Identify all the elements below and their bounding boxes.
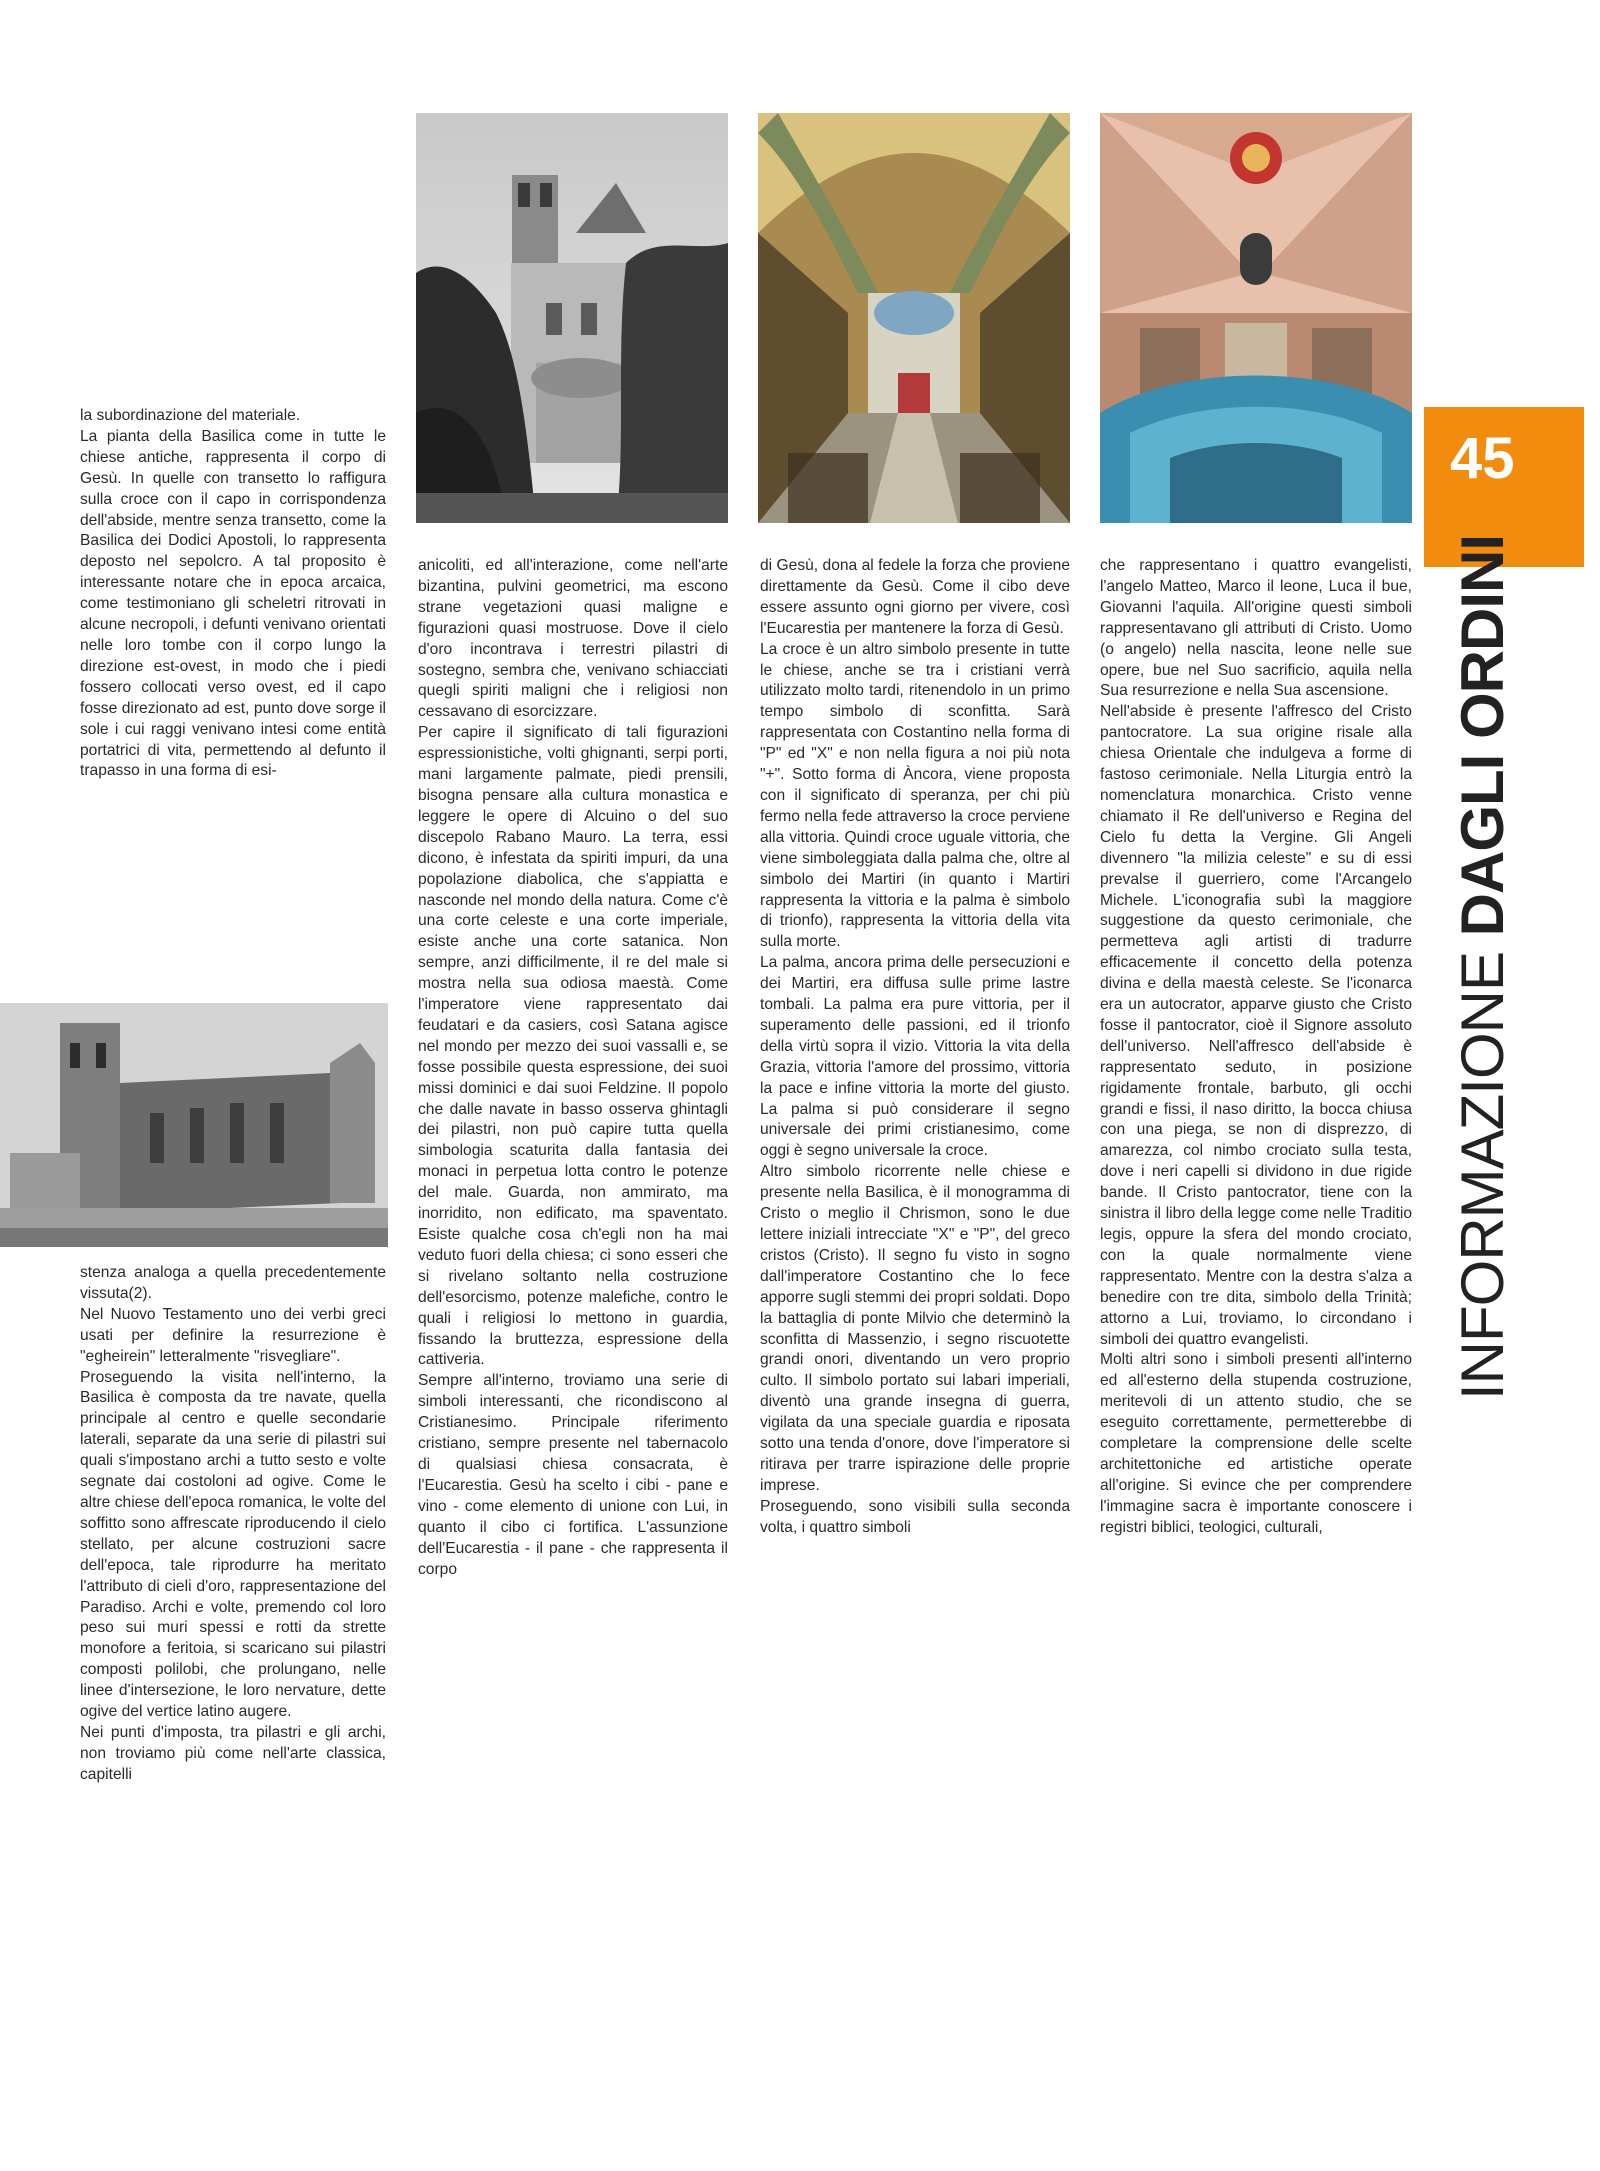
church-exterior-tower-photo <box>416 113 728 523</box>
paragraph: Per capire il significato di tali figurazioni espressionistiche, volti ghignanti, serpi porti, mani largamente palmate, piedi prensili, bisogna pensare alla cultura monastica e leggere le opere di Alcuino o del suo discepolo Rabano Mauro. La terra, essi dicono, è infestata da spiriti impuri, da una popolazione diabolica, che s'appiatta e nasconde nel mondo della natura. Come c'è una corte celeste e una corte imperiale, esiste anche una corte satanica. Non sempre, anzi difficilmente, il re del male si mostra nella sua odiosa maestà. Come l'imperatore viene rappresentato dai feudatari e da casiers, così Satana agisce nel mondo per mezzo dei suoi vassalli e, se fosse possibile questa espressione, dei suoi missi dominici e dai suoi Feldzine. Il popolo che dalle navate in basso osserva ghintagli dei pilastri, non può capire tutta quella simbologia scaturita dalla fantasia dei monaci in perpetua lotta contro le potenze del male. Guarda, non ammirato, ma inorridito, non edificato, ma spaventato. Esiste qualche cosa ch'egli non ha mai veduto fuori della chiesa; ci sono esseri che si rivelano soltanto nella costruzione dell'esorcismo, potenze malefiche, contro le quali i religiosi lo mettono in guardia, fissando la bruttezza, espressione della cattiveria. <box>418 724 728 1369</box>
paragraph: Nel Nuovo Testamento uno dei verbi greci usati per definire la resurrezione è "egheirein" letteralmente "risvegliare". <box>80 1305 386 1365</box>
paragraph: di Gesù, dona al fedele la forza che proviene direttamente da Gesù. Come il cibo deve essere assunto ogni giorno per vivere, così l'Eucarestia per mantenere la forza di Gesù. <box>760 557 1070 637</box>
paragraph: Nei punti d'imposta, tra pilastri e gli archi, non troviamo più come nell'arte classica, capitelli <box>80 1723 386 1783</box>
paragraph: La pianta della Basilica come in tutte le chiese antiche, rappresenta il corpo di Gesù. In quelle con transetto lo raffigura sulla croce con il capo in corrispondenza dell'abside, mentre senza transetto, come la Basilica dei Dodici Apostoli, lo rappresenta deposto nel sepolcro. A tal proposito è interessante notare che in epoca arcaica, come testimoniano gli scheletri ritrovati in alcune necropoli, i defunti venivano orientati nelle loro tombe con il corpo lungo la direzione est-ovest, in modo che i piedi fossero collocati verso ovest, ed il capo fosse direzionato ad est, punto dove sorge il sole i cui raggi venivano intesi come entità portatrici di vita, permettendo al defunto il trapasso in una forma di esi- <box>80 427 386 780</box>
paragraph: Molti altri sono i simboli presenti all'interno ed all'esterno della stupenda costruzione, meritevoli di un attento studio, che se eseguito correttamente, permetterebbe di completare la comprensione delle scelte architettoniche ed artistiche operate all'origine. Si evince che per comprendere l'immagine sacra è importante conoscere i registri biblici, teologici, culturali, <box>1100 1351 1412 1536</box>
text-column-4 <box>1100 556 1412 2041</box>
section-title <box>1449 535 1516 1400</box>
apse-fresco-ceiling-photo <box>1100 113 1412 523</box>
paragraph: Nell'abside è presente l'affresco del Cristo pantocratore. La sua origine risale alla chiesa Orientale che indulgeva a forme di fastoso cerimoniale. Nella Liturgia entrò la nomenclatura monarchica. Cristo venne chiamato il Re dell'universo e Regina del Cielo fu detta la Vergine. Gli Angeli divennero "la milizia celeste" e su di essi prevalse il guerriero, come l'Arcangelo Michele. L'iconografia subì la maggiore suggestione da questo cerimoniale, che permetteva agli artisti di tradurre efficacemente il concetto della potenza divina e della maestà celeste. Se l'iconarca era un autocrator, apparve giusto che Cristo fosse il pantocrator, cioè il Signore assoluto dell'universo. Nell'affresco dell'abside è rappresentato seduto, in posizione rigidamente frontale, barbuto, gli occhi grandi e fissi, il naso diritto, la bocca chiusa con una piega, se non di disprezzo, di amarezza, col nimbo crociato sulla testa, dove i neri capelli si dividono in due rigide bande. Il Cristo pantocrator, tiene con la sinistra il libro della legge come nelle Traditio legis, oppure la sfera del mondo crociato, con la quale normalmente viene rappresentato. Mentre con la destra s'alza a benedire con tre dita, simbolo della Trinità; attorno a Lui, troviamo, lo circondano i simboli dei quattro evangelisti. <box>1100 703 1412 1348</box>
paragraph: Proseguendo, sono visibili sulla seconda volta, i quattro simboli <box>760 1497 1070 1536</box>
paragraph: Proseguendo la visita nell'interno, la Basilica è composta da tre navate, quella principale al centro e quelle secondarie laterali, separate da una serie di pilastri sui quali s'impostano archi a tutto sesto e volte segnate dai costoloni ad ogive. Come le altre chiese dell'epoca romanica, le volte del soffitto sono affrescate riproducendo il cielo stellato, per alcune costruzioni sacre dell'epoca, tale riprodurre ha meritato l'attributo di cieli d'oro, rappresentazione del Paradiso. Archi e volte, premendo col loro peso sui muri spessi e rotti da strette monofore a feritoia, si scaricano sui pilastri composti polilobi, che prolungano, nelle linee d'intersezione, le loro nervature, dette ogive del vertice latino augere. <box>80 1368 386 1721</box>
page-number: 45 <box>1450 426 1515 491</box>
basilica-nave-interior-photo <box>758 113 1070 523</box>
text-column-1-bottom <box>80 1263 386 2041</box>
text-column-2 <box>418 556 728 2041</box>
section-title-bold: DAGLI ORDINI <box>1449 535 1516 937</box>
paragraph: La croce è un altro simbolo presente in tutte le chiese, anche se tra i cristiani verrà utilizzato molto tardi, ritenendolo in un primo tempo simbolo di sconfitta. Sarà rappresentata con Costantino nella forma di "P" ed "X" e non nella figura a noi più nota "+". Sotto forma di Àncora, viene proposta con il significato di speranza, per chi più fermo nella fede attraverso la croce perviene alla vittoria. Quindi croce uguale vittoria, che viene simboleggiata dalla palma che, oltre al simbolo dei Martiri (in quanto i Martiri rappresenta la vittoria e la palma è simbolo di trionfo), rappresenta la vittoria della vita sulla morte. <box>760 640 1070 951</box>
paragraph: Altro simbolo ricorrente nelle chiese e presente nella Basilica, è il monogramma di Cristo o meglio il Chrismon, sono le due lettere iniziali intrecciate "X" e "P", del greco cristos (Cristo). Il segno fu visto in sogno dall'imperatore Costantino che lo fece apporre sugli stemmi dei propri soldati. Dopo la battaglia di ponte Milvio che determinò la sconfitta di Massenzio, i segno riscuotette grandi onori, diventando un vero proprio culto. Il simbolo portato sui labari imperiali, diventò una grande insegna di guerra, vigilata da una speciale guardia e riposata sotto una tenda d'onore, dove l'imperatore si ritirava per trarre ispirazione delle proprie imprese. <box>760 1163 1070 1494</box>
text-column-1-top <box>80 406 386 991</box>
paragraph: anicoliti, ed all'interazione, come nell'arte bizantina, pulvini geometrici, ma escono strane vegetazioni quasi maligne e figurazioni quasi mostruose. Dove il cielo d'oro incontrava i terrestri pilastri di sostegno, sembra che, venivano schiacciati quegli spiriti maligni che i religiosi non cessavano di esorcizzare. <box>418 557 728 721</box>
section-title-light: INFORMAZIONE <box>1449 936 1516 1400</box>
paragraph: Sempre all'interno, troviamo una serie di simboli interessanti, che ricondiscono al Cristianesimo. Principale riferimento cristiano, sempre presente nel tabernacolo di qualsiasi chiesa consacrata, è l'Eucarestia. Gesù ha scelto i cibi - pane e vino - come elemento di unione con Lui, in quanto il cibo ci fortifica. L'assunzione dell'Eucarestia - il pane - che rappresenta il corpo <box>418 1372 728 1578</box>
basilica-side-view-photo <box>0 1003 388 1247</box>
paragraph: la subordinazione del materiale. <box>80 407 301 424</box>
text-column-3 <box>760 556 1070 2041</box>
paragraph: che rappresentano i quattro evangelisti, l'angelo Matteo, Marco il leone, Luca il bue, Giovanni l'aquila. All'origine questi simboli rappresentavano gli attributi di Cristo. Uomo (o angelo) nella nascita, leone nelle sue opere, bue nel Suo sacrificio, aquila nella Sua resurrezione e nella Sua ascensione. <box>1100 557 1412 700</box>
paragraph: La palma, ancora prima delle persecuzioni e dei Martiri, era diffusa sulle prime lastre tombali. La palma era pure vittoria, per il superamento delle passioni, ed il trionfo della virtù sopra il vizio. Vittoria la vita della Grazia, vittoria l'amore del prossimo, vittoria la pace e infine vittoria la morte del giusto. La palma si può considerare il segno universale dei primi cristianesimo, come oggi è segno universale la croce. <box>760 954 1070 1160</box>
paragraph: stenza analoga a quella precedentemente vissuta(2). <box>80 1264 386 1302</box>
